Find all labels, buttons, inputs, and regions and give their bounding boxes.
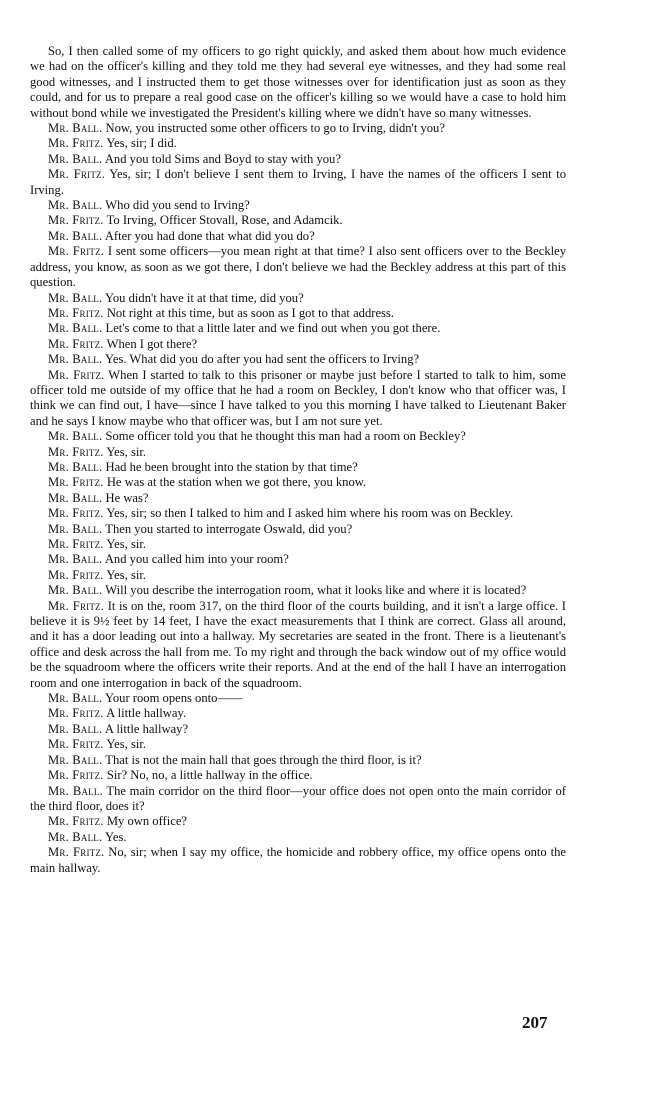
- paragraph-text: Then you started to interrogate Oswald, did you?: [105, 521, 353, 536]
- speaker-label: Mr. Ball.: [48, 752, 103, 767]
- testimony-line: [30, 691, 566, 706]
- speaker-label: Mr. Ball.: [48, 352, 103, 367]
- testimony-line: [30, 537, 566, 552]
- testimony-line: [30, 337, 566, 352]
- testimony-line: [30, 768, 566, 783]
- speaker-label: Mr. Fritz.: [48, 167, 106, 182]
- paragraph-text: Your room opens onto——: [105, 691, 243, 706]
- speaker-label: Mr. Ball.: [48, 429, 103, 444]
- speaker-label: Mr. Ball.: [48, 228, 103, 243]
- testimony-line: [30, 706, 566, 721]
- speaker-label: Mr. Fritz.: [48, 814, 104, 829]
- paragraph-text: You didn't have it at that time, did you?: [105, 290, 304, 305]
- speaker-label: Mr. Fritz.: [48, 213, 104, 228]
- paragraph-text: And you called him into your room?: [104, 552, 289, 567]
- paragraph-text: I sent some officers—you mean right at that time? I also sent officers over to the Beckley address, you know, as soon as we got there, I don't believe we had the Beckley address at this part of this question.: [30, 244, 566, 290]
- testimony-line: [30, 136, 566, 151]
- speaker-label: Mr. Fritz.: [48, 475, 104, 490]
- speaker-label: Mr. Ball.: [48, 829, 103, 844]
- testimony-line: [30, 213, 566, 228]
- testimony-line: [30, 845, 566, 876]
- paragraph-text: Yes, sir.: [106, 737, 147, 752]
- paragraph-text: Yes.: [105, 829, 127, 844]
- speaker-label: Mr. Ball.: [48, 198, 103, 213]
- paragraph-text: Yes, sir.: [106, 537, 147, 551]
- testimony-line: [30, 722, 566, 737]
- testimony-line: [30, 167, 566, 198]
- paragraph-text: To Irving, Officer Stovall, Rose, and Adamcik.: [106, 213, 343, 228]
- testimony-line: [30, 368, 566, 430]
- paragraph-text: Now, you instructed some other officers to go to Irving, didn't you?: [105, 121, 445, 136]
- speaker-label: Mr. Fritz.: [48, 136, 104, 151]
- testimony-line: [30, 306, 566, 321]
- testimony-line: [30, 244, 566, 290]
- testimony-line: [30, 152, 566, 167]
- paragraph-text: A little hallway.: [106, 706, 187, 721]
- speaker-label: Mr. Ball.: [48, 721, 103, 736]
- speaker-label: Mr. Ball.: [48, 783, 103, 798]
- speaker-label: Mr. Fritz.: [48, 737, 104, 752]
- testimony-line: [30, 814, 566, 829]
- speaker-label: Mr. Fritz.: [48, 444, 104, 459]
- testimony-line: [30, 229, 566, 244]
- speaker-label: Mr. Ball.: [48, 290, 103, 305]
- testimony-line: [30, 121, 566, 136]
- testimony-line: [30, 522, 566, 537]
- testimony-line: [30, 583, 566, 598]
- paragraph-text: The main corridor on the third floor—your office does not open onto the main corridor of the third floor, does it?: [30, 783, 567, 813]
- speaker-label: Mr. Ball.: [48, 552, 103, 567]
- speaker-label: Mr. Fritz.: [48, 336, 104, 351]
- paragraph-text: Let's come to that a little later and we find out when you got there.: [105, 321, 441, 336]
- speaker-label: Mr. Fritz.: [48, 706, 104, 721]
- testimony-line: [30, 352, 566, 367]
- testimony-line: [30, 737, 566, 752]
- paragraph-text: When I started to talk to this prisoner or maybe just before I started to talk to him, some officer told me outside of my office that he had a room on Beckley, I don't know who that officer was, I think we can find out, I have—since I have talked to you this morning I have talked to Lieutenant Baker and he says I know maybe who that officer was, but I am not sure yet.: [30, 367, 566, 428]
- speaker-label: Mr. Fritz.: [48, 598, 105, 613]
- speaker-label: Mr. Ball.: [48, 151, 103, 166]
- testimony-line: [30, 321, 566, 336]
- testimony-line: [30, 198, 566, 213]
- testimony-line: [30, 830, 566, 845]
- testimony-line: [30, 784, 566, 815]
- paragraph-text: Yes, sir; I don't believe I sent them to Irving, I have the names of the officers I sent to Irving.: [30, 167, 567, 197]
- paragraph-text: No, sir; when I say my office, the homicide and robbery office, my office opens onto the main hallway.: [30, 845, 566, 875]
- speaker-label: Mr. Fritz.: [48, 567, 104, 582]
- speaker-label: Mr. Fritz.: [48, 305, 104, 320]
- paragraph-text: Yes, sir.: [106, 567, 147, 582]
- testimony-line: [30, 599, 566, 691]
- paragraph-text: After you had done that what did you do?: [104, 228, 315, 243]
- testimony-line: [30, 445, 566, 460]
- testimony-line: [30, 568, 566, 583]
- testimony-line: [30, 429, 566, 444]
- speaker-label: Mr. Ball.: [48, 459, 103, 474]
- speaker-label: Mr. Ball.: [48, 583, 103, 598]
- paragraph-text: Sir? No, no, a little hallway in the office.: [106, 768, 313, 783]
- paragraph-text: Yes, sir; so then I talked to him and I asked him where his room was on Beckley.: [106, 506, 514, 521]
- page-number: 207: [522, 1013, 548, 1032]
- testimony-line: [30, 291, 566, 306]
- paragraph-text: Had he been brought into the station by that time?: [105, 459, 358, 474]
- paragraph-text: A little hallway?: [104, 721, 189, 736]
- speaker-label: Mr. Ball.: [48, 691, 103, 706]
- speaker-label: Mr. Fritz.: [48, 506, 104, 521]
- speaker-label: Mr. Fritz.: [48, 244, 105, 259]
- testimony-line: [30, 506, 566, 521]
- paragraph-text: Who did you send to Irving?: [105, 198, 250, 213]
- paragraph-text: Yes. What did you do after you had sent the officers to Irving?: [105, 352, 420, 367]
- speaker-label: Mr. Fritz.: [48, 367, 105, 382]
- paragraph-text: Yes, sir.: [106, 444, 147, 459]
- paragraph-text: Not right at this time, but as soon as I got to that address.: [106, 305, 394, 320]
- paragraph-text: It is on the, room 317, on the third floor of the courts building, and it isn't a large office. I believe it is 9½ feet by 14 feet, I have the exact measurements that I think are correct. Glass all around, and it has a door leading out into a hallway. My secretaries are seated in the front. There is a lieutenant's office and desk across the hall from me. To my right and through the back window out of my office would be the squadroom where the officers write their reports. And at the end of the hall I have an interrogation room and one interrogation in back of the squadroom.: [30, 598, 566, 690]
- testimony-line: [30, 552, 566, 567]
- speaker-label: Mr. Fritz.: [48, 537, 104, 551]
- testimony-line: [30, 475, 566, 490]
- paragraph-text: Yes, sir; I did.: [106, 136, 177, 151]
- testimony-line: [30, 491, 566, 506]
- speaker-label: Mr. Ball.: [48, 321, 103, 336]
- paragraph-text: So, I then called some of my officers to go right quickly, and asked them about how much evidence we had on the officer's killing and they told me they had several eye witnesses, and they had some real good witnesses, and I instructed them to get those witnesses over for identification just as soon as they could, and for us to prepare a real good case on the officer's killing so we would have a case to hold him without bond while we investigated the President's killing where we didn't have so many witnesses.: [30, 44, 566, 120]
- narrative-paragraph: [30, 44, 566, 121]
- speaker-label: Mr. Fritz.: [48, 768, 104, 783]
- testimony-line: [30, 460, 566, 475]
- paragraph-text: Will you describe the interrogation room, what it looks like and where it is located?: [105, 583, 527, 598]
- speaker-label: Mr. Ball.: [48, 490, 103, 505]
- paragraph-text: He was?: [105, 490, 149, 505]
- paragraph-text: Some officer told you that he thought this man had a room on Beckley?: [105, 429, 466, 444]
- paragraph-text: When I got there?: [106, 336, 198, 351]
- paragraph-text: He was at the station when we got there, you know.: [106, 475, 367, 490]
- speaker-label: Mr. Ball.: [48, 521, 103, 536]
- paragraph-text: My own office?: [106, 814, 188, 829]
- paragraph-text: That is not the main hall that goes through the third floor, is it?: [105, 752, 422, 767]
- paragraph-text: And you told Sims and Boyd to stay with you?: [104, 151, 341, 166]
- testimony-line: [30, 753, 566, 768]
- testimony-body: [30, 44, 566, 876]
- speaker-label: Mr. Ball.: [48, 121, 103, 136]
- speaker-label: Mr. Fritz.: [48, 845, 105, 860]
